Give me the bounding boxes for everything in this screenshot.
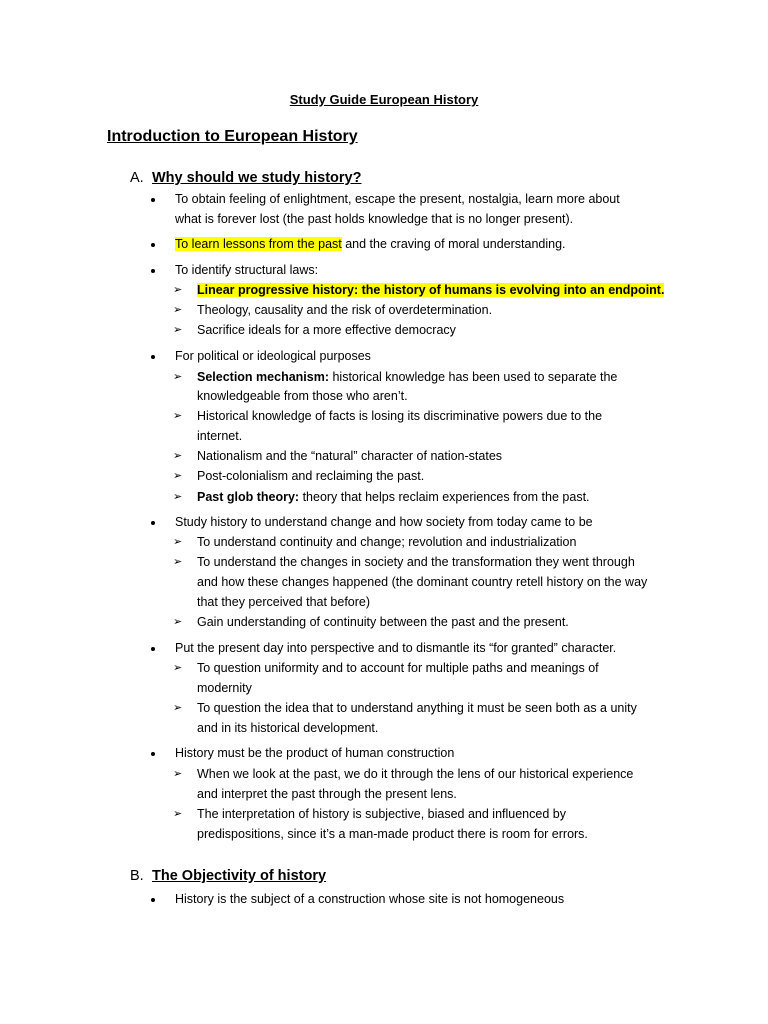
bullet-dot — [151, 355, 155, 359]
section-letter: B. — [130, 868, 144, 884]
text-line: For political or ideological purposes — [175, 349, 371, 363]
arrow-bullet-icon: ➢ — [173, 808, 183, 820]
text-line: Put the present day into perspective and to dismantle its “for granted” character. — [175, 641, 617, 655]
bold-term: Past glob theory: — [197, 490, 300, 504]
text-line: History is the subject of a construction whose site is not homogeneous — [175, 892, 565, 906]
text-line: and in its historical development. — [197, 721, 379, 735]
text-span: and the craving of moral understanding. — [341, 237, 566, 251]
text-line: what is forever lost (the past holds knowledge that is no longer present). — [175, 212, 574, 226]
arrow-bullet-icon: ➢ — [173, 768, 183, 780]
bullet-dot — [151, 243, 155, 247]
bullet-dot — [151, 898, 155, 902]
section-title: The Objectivity of history — [152, 868, 327, 884]
text-line: Post-colonialism and reclaiming the past. — [197, 469, 425, 483]
arrow-bullet-icon: ➢ — [173, 470, 183, 482]
text-line: Study history to understand change and how society from today came to be — [175, 515, 593, 529]
text-line: knowledgeable from those who aren’t. — [197, 389, 408, 403]
text-line: and how these changes happened (the dominant country retell history on the way — [197, 575, 648, 589]
highlighted-text: To learn lessons from the past — [175, 237, 342, 251]
arrow-bullet-icon: ➢ — [173, 371, 183, 383]
text-line — [197, 280, 664, 300]
section-title: Why should we study history? — [152, 170, 362, 186]
arrow-bullet-icon: ➢ — [173, 662, 183, 674]
bullet-dot — [151, 647, 155, 651]
arrow-bullet-icon: ➢ — [173, 536, 183, 548]
bullet-dot — [151, 752, 155, 756]
text-line: When we look at the past, we do it through the lens of our historical experience — [197, 767, 634, 781]
text-line: Nationalism and the “natural” character of nation-states — [197, 449, 503, 463]
text-line: To question uniformity and to account for multiple paths and meanings of — [197, 661, 599, 675]
text-line: The interpretation of history is subjective, biased and influenced by — [197, 807, 566, 821]
arrow-bullet-icon: ➢ — [173, 304, 183, 316]
text-line — [175, 234, 566, 254]
arrow-bullet-icon: ➢ — [173, 616, 183, 628]
text-line: and interpret the past through the present lens. — [197, 787, 457, 801]
text-line: To question the idea that to understand anything it must be seen both as a unity — [197, 701, 637, 715]
arrow-bullet-icon: ➢ — [173, 450, 183, 462]
section-a-heading — [130, 170, 361, 186]
text-span: theory that helps reclaim experiences from the past. — [299, 490, 590, 504]
text-line: To understand the changes in society and the transformation they went through — [197, 555, 635, 569]
bullet-dot — [151, 269, 155, 273]
section-letter: A. — [130, 170, 144, 186]
text-line: internet. — [197, 429, 243, 443]
arrow-bullet-icon: ➢ — [173, 324, 183, 336]
text-line — [197, 367, 617, 387]
arrow-bullet-icon: ➢ — [173, 491, 183, 503]
intro-heading: Introduction to European History — [107, 128, 358, 145]
bullet-dot — [151, 198, 155, 202]
text-line: Theology, causality and the risk of overdetermination. — [197, 303, 493, 317]
text-line: that they perceived that before) — [197, 595, 371, 609]
arrow-bullet-icon: ➢ — [173, 702, 183, 714]
text-line: Historical knowledge of facts is losing its discriminative powers due to the — [197, 409, 603, 423]
arrow-bullet-icon: ➢ — [173, 284, 183, 296]
text-line: Sacrifice ideals for a more effective democracy — [197, 323, 456, 337]
document-title: Study Guide European History — [289, 92, 479, 107]
text-line: modernity — [197, 681, 252, 695]
text-line: To understand continuity and change; revolution and industrialization — [197, 535, 577, 549]
text-span: historical knowledge has been used to separate the — [329, 370, 618, 384]
text-line: Gain understanding of continuity between the past and the present. — [197, 615, 569, 629]
text-line: To obtain feeling of enlightment, escape the present, nostalgia, learn more about — [175, 192, 620, 206]
arrow-bullet-icon: ➢ — [173, 410, 183, 422]
highlighted-text: Linear progressive history: the history of humans is evolving into an endpoint. — [197, 283, 665, 297]
section-b-heading — [130, 868, 326, 884]
text-line: To identify structural laws: — [175, 263, 319, 277]
arrow-bullet-icon: ➢ — [173, 556, 183, 568]
bullet-dot — [151, 521, 155, 525]
text-line: History must be the product of human construction — [175, 746, 455, 760]
bold-term: Selection mechanism: — [197, 370, 329, 384]
text-line: predispositions, since it’s a man-made product there is room for errors. — [197, 827, 588, 841]
text-line — [197, 487, 590, 507]
